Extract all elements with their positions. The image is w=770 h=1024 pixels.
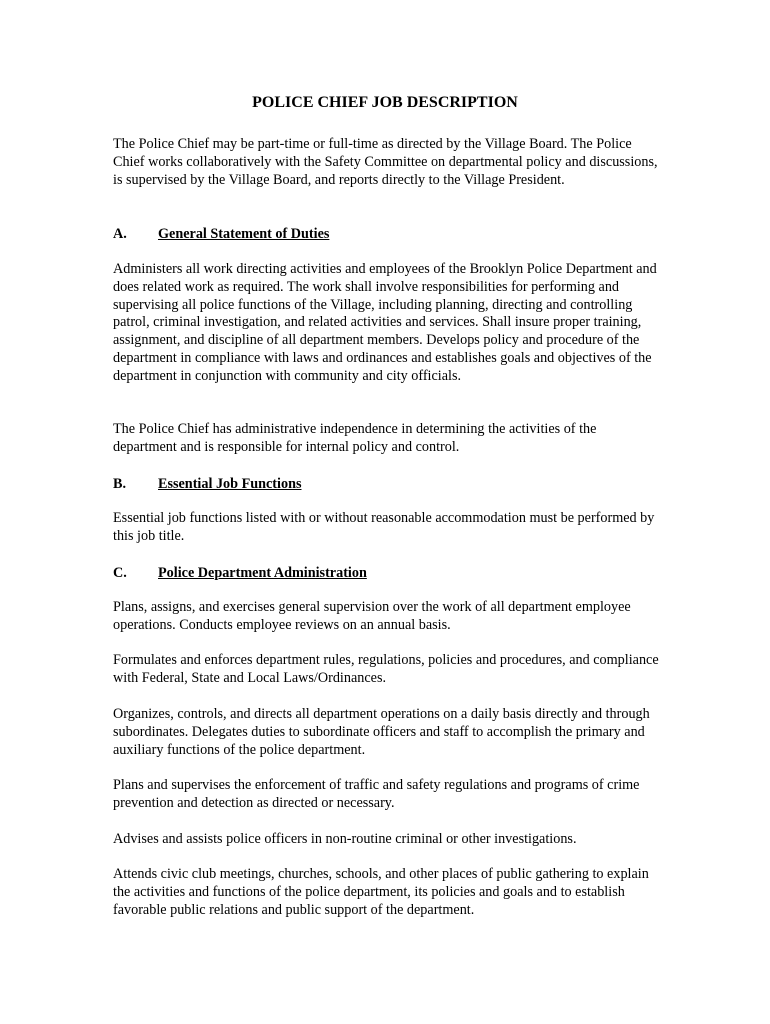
intro-paragraph: The Police Chief may be part-time or full-time as directed by the Village Board. The Police Chief works collaboratively with the Safety Committee on departmental policy and discussions, is supervised by the Village Board, and reports directly to the Village President. bbox=[113, 136, 658, 188]
section-a-heading bbox=[113, 225, 661, 243]
section-c-heading bbox=[113, 564, 661, 582]
section-c-paragraph-6: Attends civic club meetings, churches, schools, and other places of public gathering to explain the activities and functions of the police department, its policies and goals and to establish favorable public relations and public support of the department. bbox=[113, 866, 649, 918]
section-c-paragraph-3: Organizes, controls, and directs all department operations on a daily basis directly and through subordinates. Delegates duties to subordinate officers and staff to accomplish the primary and auxiliary functions of the police department. bbox=[113, 706, 650, 758]
section-a-letter: A. bbox=[113, 226, 127, 242]
section-c-paragraph-1: Plans, assigns, and exercises general supervision over the work of all department employee operations. Conducts employee reviews on an annual basis. bbox=[113, 599, 631, 633]
section-b-heading bbox=[113, 475, 661, 493]
document-title: POLICE CHIEF JOB DESCRIPTION bbox=[252, 94, 518, 111]
section-c-letter: C. bbox=[113, 565, 127, 581]
section-a-title: General Statement of Duties bbox=[158, 226, 330, 242]
section-c-title: Police Department Administration bbox=[158, 565, 367, 581]
section-b-letter: B. bbox=[113, 476, 127, 492]
section-b-title: Essential Job Functions bbox=[158, 476, 302, 492]
section-c-paragraph-5: Advises and assists police officers in non-routine criminal or other investigations. bbox=[113, 831, 577, 847]
section-c-paragraph-2: Formulates and enforces department rules, regulations, policies and procedures, and compliance with Federal, State and Local Laws/Ordinances. bbox=[113, 652, 659, 686]
section-c-paragraph-4: Plans and supervises the enforcement of traffic and safety regulations and programs of crime prevention and detection as directed or necessary. bbox=[113, 777, 640, 811]
section-a-paragraph-2: The Police Chief has administrative independence in determining the activities of the department and is responsible for internal policy and control. bbox=[113, 421, 597, 455]
section-a-paragraph-1: Administers all work directing activities and employees of the Brooklyn Police Department and does related work as required. The work shall involve responsibilities for performing and supervising all police functions of the Village, including planning, directing and controlling patrol, criminal investigation, and related activities and services. Shall insure proper training, assignment, and discipline of all department members. Develops policy and procedure of the department in compliance with laws and ordinances and establishes goals and objectives of the department in conjunction with community and city officials. bbox=[113, 261, 657, 384]
section-b-paragraph-1: Essential job functions listed with or without reasonable accommodation must be performed by this job title. bbox=[113, 510, 655, 544]
